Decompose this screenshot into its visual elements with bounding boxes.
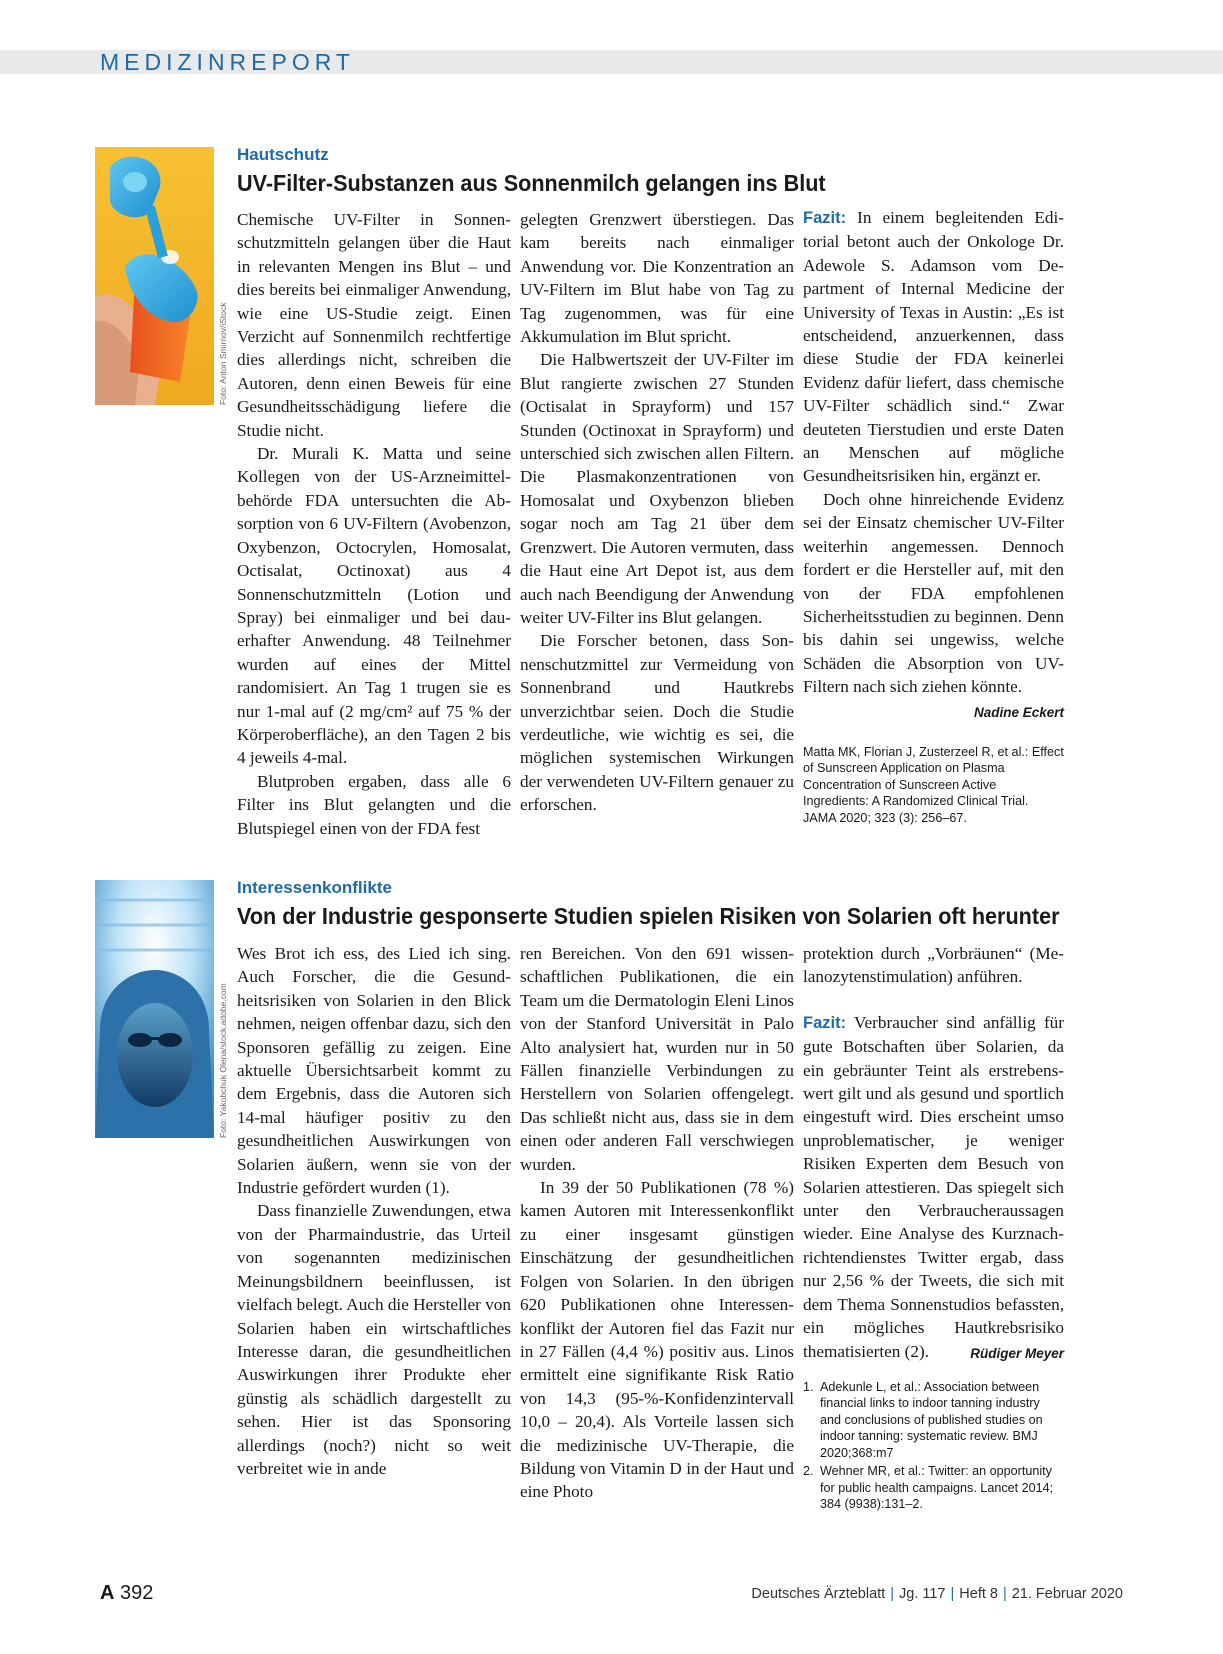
page-prefix: A	[100, 1582, 115, 1604]
paragraph: gelegten Grenzwert überstiegen. Das kam bereits nach einmaliger Anwendung vor. Die Konzentration an UV-Filtern im Blut habe von Tag zu Tag zugenommen, was für eine Akkumulation im Blut spricht.	[520, 210, 794, 347]
fazit-label: Fazit:	[803, 1013, 847, 1032]
journal-volume: Jg. 117	[899, 1586, 946, 1602]
reference-text: Adekunle L, et al.: Association between financial links to indoor tanning industry and conclusions of published studies on indoor tanning: systematic review. BMJ 2020;368:m7	[820, 1379, 1043, 1460]
article-column-1	[237, 208, 511, 840]
author-name: Rüdiger Meyer	[970, 1345, 1064, 1361]
fazit-text: Verbraucher sind anfällig für gute Botschaften über Solarien, da ein gebräunter Teint als erstrebenswert gilt und als gesund und sportlich eingestuft wird. Dies erscheint umso unproblematischer, je weniger Risiken Experten dem Besuch von Solarien attestieren. Das spiegelt sich unter den Verbraucheraussagen wieder. Eine Analyse des Kurznachrichtendienstes Twitter ergab, dass nur 2,56 % der Tweets, die sich mit dem Thema Sonnenstudios befassten, ein mögliches Hautkrebsrisiko thematisierten (2).	[803, 1012, 1064, 1361]
fazit-paragraph	[803, 1011, 1064, 1363]
paragraph-text: Doch ohne hinreichende Evidenz sei der Einsatz chemischer UV-Filter weiterhin angemessen. Dennoch fordert er die Hersteller auf, mit den von der FDA empfohlenen Sicherheitsstudien zu beginnen. Denn bis dahin sei ungewiss, welche Schäden die Absorption von UV-Filtern nach sich ziehen könnte.	[803, 489, 1064, 697]
paragraph	[803, 488, 1064, 720]
paragraph: Chemische UV-Filter in Sonnenschutzmitteln gelangen über die Haut in relevanten Mengen ins Blut – und dies bereits bei einmaliger Anwendung, wie eine US-Studie zeigt. Einen Verzicht auf Sonnenmilch rechtfertige dies allerdings nicht, schreiben die Autoren, denn einen Beweis für eine Gesundheitsschädigung liefere die Studie nicht.	[237, 210, 511, 440]
article-title: UV-Filter-Substanzen aus Sonnenmilch gelangen ins Blut	[237, 170, 826, 196]
fazit-text: In einem begleitenden Editorial betont auch der Onkologe Dr. Adewole S. Adamson vom Department of Internal Medicine der University of Texas in Austin: „Es ist entscheidend, anzuerkennen, dass diese Studie der FDA keinerlei Evidenz dafür liefert, dass chemische UV-Filter schädlich sind.“ Zwar deuteten Tierstudien und erste Daten an Menschen auf mögliche Gesundheitsrisiken hin, ergänzt er.	[803, 208, 1064, 486]
reference-item	[803, 1463, 1064, 1513]
paragraph: Blutproben ergaben, dass alle 6 Filter ins Blut gelangten und die Blutspiegel einen von der FDA fest	[237, 771, 511, 838]
paragraph: Die Forscher betonen, dass Sonnenschutzmittel zur Vermeidung von Sonnenbrand und Hautkrebs unverzichtbar seien. Doch die Studie verdeutliche, wie wichtig es sei, die möglichen systemischen Wirkungen der verwendeten UV-Filtern genauer zu erforschen.	[520, 631, 794, 815]
reference-item	[803, 1379, 1064, 1462]
separator: |	[890, 1586, 894, 1602]
paragraph: ren Bereichen. Von den 691 wissenschaftlichen Publikationen, die ein Team um die Dermatologin Eleni Linos von der Stanford Universität in Palo Alto analysiert hat, wurden nur in 50 Fällen finanzielle Verbindungen zu Herstellern von Solarien offengelegt. Das schließt nicht aus, dass sie in dem einen oder anderen Fall verschwiegen wurden.	[520, 944, 794, 1174]
paragraph: Dass finanzielle Zuwendungen, etwa von der Pharmaindustrie, das Urteil von sogenannten medizinischen Meinungsbildnern beeinflussen, ist vielfach belegt. Auch die Hersteller von Solarien haben ein wirtschaftliches Interesse daran, die gesundheitlichen Auswirkungen ihrer Produkte eher günstig als schädlich dargestellt zu sehen. Hier ist das Sponsoring allerdings (noch?) nicht so weit verbreitet wie in ande	[237, 1201, 511, 1478]
journal-date: 21. Februar 2020	[1011, 1586, 1123, 1602]
paragraph: Dr. Murali K. Matta und seine Kollegen von der US-Arzneimittelbehörde FDA untersuchten die Absorption von 6 UV-Filtern (Avobenzon, Oxybenzon, Octocrylen, Homosalat, Octisalat, Octinoxat) aus 4 Sonnenschutzmitteln (Lotion und Spray) bei einmaliger und bei dauerhafter Anwendung. 48 Teilnehmer wurden auf eines der Mittel randomisiert. An Tag 1 trugen sie es nur 1-mal auf (2 mg/cm² auf 75 % der Körperoberfläche), an den Tagen 2 bis 4 jeweils 4-mal.	[237, 444, 511, 768]
reference-list	[803, 1379, 1064, 1513]
fazit-label: Fazit:	[803, 209, 847, 227]
solarium-photo	[95, 880, 214, 1138]
photo-credit: Foto: Anton Smirnov/iStock	[218, 302, 228, 405]
article-column-2	[520, 942, 794, 1504]
reference-text: Wehner MR, et al.: Twitter: an opportunity for public health campaigns. Lancet 2014; 384 (9938):131–2.	[820, 1464, 1054, 1512]
journal-name: Deutsches Ärzteblatt	[751, 1586, 886, 1602]
paragraph: Wes Brot ich ess, des Lied ich sing. Auch Forscher, die die Gesundheitsrisiken von Solarien in den Blick nehmen, neigen offenbar dazu, sich den Sponsoren gefällig zu zeigen. Eine aktuelle Übersichtsarbeit kommt zu dem Ergebnis, dass die Autoren sich 14-mal häufiger positiv zu den gesundheitlichen Auswirkungen von Solarien äußern, wenn sie von der Industrie gefördert wurden (1).	[237, 944, 511, 1198]
author-name: Nadine Eckert	[973, 704, 1064, 720]
article-kicker: Hautschutz	[237, 145, 329, 164]
article-column-3	[803, 206, 1064, 826]
paragraph: In 39 der 50 Publikationen (78 %) kamen Autoren mit Interessenkonflikt zu einer insgesamt günstigen Einschätzung der gesundheitlichen Folgen von Solarien. In den übrigen 620 Publikationen ohne Interessenkonflikt der Autoren fiel das Fazit nur in 27 Fällen (4,4 %) positiv aus. Linos ermittelt eine signifikante Risk Ratio von 14,3 (95-%-Konfidenzintervall 10,0 – 20,4). Als Vorteile lassen sich die medizinische UV-Therapie, die Bildung von Vitamin D in der Haut und eine Photo	[520, 1178, 794, 1502]
separator: |	[1002, 1586, 1007, 1602]
sunscreen-bottle-photo	[95, 147, 214, 405]
section-label: MEDIZINREPORT	[100, 49, 355, 75]
article-column-2	[520, 208, 794, 817]
separator: |	[950, 1586, 955, 1602]
reference-number: 2.	[803, 1464, 814, 1479]
fazit-paragraph	[803, 206, 1064, 488]
article-column-1	[237, 942, 511, 1480]
article-title: Von der Industrie gesponserte Studien spielen Risiken von Solarien oft herunter	[237, 903, 1060, 929]
paragraph: Die Halbwertszeit der UV-Filter im Blut rangierte zwischen 27 Stunden (Octisalat in Sprayform) und 157 Stunden (Octinoxat in Sprayform) und unterschied sich zwischen allen Filtern. Die Plasmakonzentrationen von Homosalat und Oxybenzon blieben sogar noch am Tag 21 über dem Grenzwert. Die Autoren vermuten, dass die Haut eine Art Depot ist, aus dem auch nach Beendigung der Anwendung weiter UV-Filter ins Blut gelangen.	[520, 350, 794, 627]
article-kicker: Interessenkonflikte	[237, 878, 392, 897]
journal-issue: Heft 8	[959, 1586, 998, 1602]
journal-info	[751, 1586, 1123, 1602]
paragraph: protektion durch „Vorbräunen“ (Melanozytenstimulation) anführen.	[803, 944, 1064, 987]
reference-number: 1.	[803, 1379, 814, 1394]
page-number-value: 392	[120, 1582, 154, 1604]
page-number	[100, 1582, 153, 1605]
reference: Matta MK, Florian J, Zusterzeel R, et al.: Effect of Sunscreen Application on Plasma Concentration of Sunscreen Active Ingredients: A Randomized Clinical Trial. JAMA 2020; 323 (3): 256–67.	[803, 744, 1064, 825]
photo-credit: Foto: Yakobchuk Olena/stock.adobe.com	[218, 983, 228, 1138]
article-column-3	[803, 942, 1064, 1515]
